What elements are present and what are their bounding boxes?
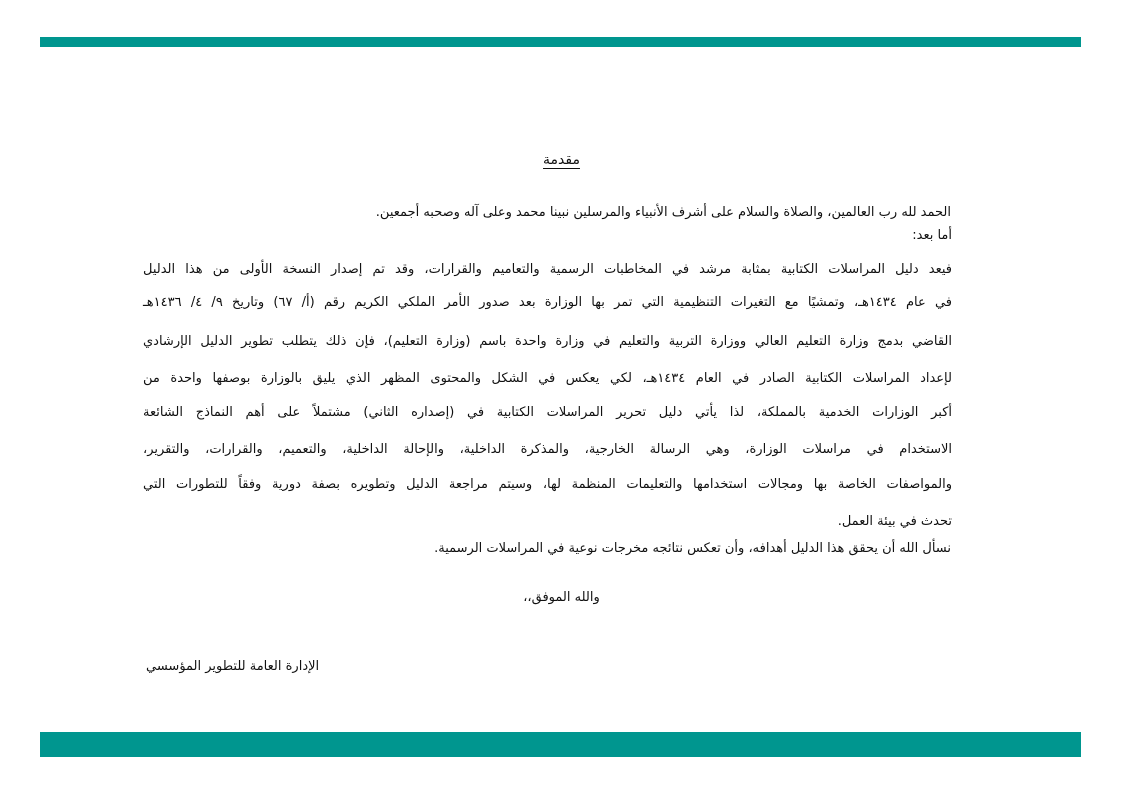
body-line: فيعد دليل المراسلات الكتابية بمثابة مرشد في المخاطبات الرسمية والتعاميم والقرارات، وقد تم إصدار النسخة الأولى من هذا الدليل — [143, 262, 952, 277]
body-line: والمواصفات الخاصة بها ومجالات استخدامها والتعليمات المنظمة لها، وسيتم مراجعة الدليل وتطويره بصفة دورية وفقاً للتطورات التي — [143, 477, 952, 492]
closing-line: والله الموفق،، — [523, 590, 600, 605]
page-title: مقدمة — [543, 152, 580, 168]
wish-line: نسأل الله أن يحقق هذا الدليل أهدافه، وأن تعكس نتائجه مخرجات نوعية في المراسلات الرسمية. — [434, 541, 951, 556]
body-line: أكبر الوزارات الخدمية بالمملكة، لذا يأتي دليل تحرير المراسلات الكتابية في (إصداره الثاني) مشتملاً على أهم النماذج الشائعة — [143, 405, 952, 420]
body-line: الاستخدام في مراسلات الوزارة، وهي الرسالة الخارجية، والمذكرة الداخلية، والإحالة الداخلية، والتعميم، والقرارات، والتقرير، — [143, 442, 952, 457]
top-accent-band — [40, 37, 1081, 47]
body-line: تحدث في بيئة العمل. — [837, 514, 952, 529]
body-line: القاضي بدمج وزارة التعليم العالي ووزارة التربية والتعليم في وزارة واحدة باسم (وزارة التعليم)، فإن ذلك يتطلب تطوير الدليل الإرشادي — [143, 334, 952, 349]
signature: الإدارة العامة للتطوير المؤسسي — [146, 659, 320, 674]
greeting-line: أما بعد: — [912, 228, 952, 243]
body-line: لإعداد المراسلات الكتابية الصادر في العام ١٤٣٤هـ، لكي يعكس في الشكل والمحتوى المظهر الذي يليق بالوزارة بوصفها واحدة من — [143, 371, 952, 386]
bottom-accent-band — [40, 732, 1081, 757]
greeting-line: الحمد لله رب العالمين، والصلاة والسلام على أشرف الأنبياء والمرسلين نبينا محمد وعلى آله وصحبه أجمعين. — [375, 205, 951, 220]
body-line: في عام ١٤٣٤هـ، وتمشيًا مع التغيرات التنظيمية التي تمر بها الوزارة بعد صدور الأمر الملكي الكريم رقم (أ/ ٦٧) وتاريخ ٩/ ٤/ ١٤٣٦هـ — [143, 295, 953, 310]
